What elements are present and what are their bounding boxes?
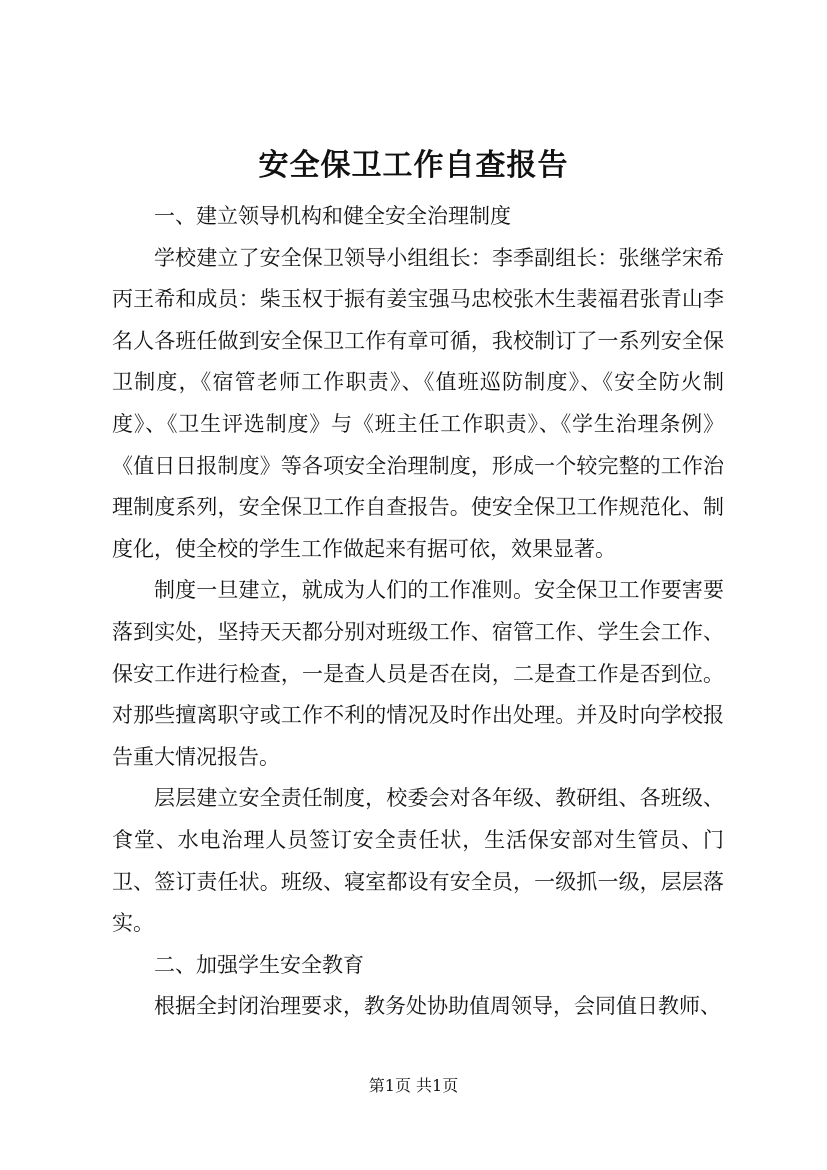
paragraph-2: 制度一旦建立，就成为人们的工作准则。安全保卫工作要害要落到实处，坚持天天都分别对班级工作、宿管工作、学生会工作、保安工作进行检查，一是查人员是否在岗，二是查工作是否到位。对那些擅离职守或工作不利的情况及时作出处理。并及时向学校报告重大情况报告。 <box>112 578 724 769</box>
section-heading-1: 一、建立领导机构和健全安全治理制度 <box>154 204 511 228</box>
document-body <box>112 196 724 1028</box>
section-heading-2: 二、加强学生安全教育 <box>154 952 364 977</box>
paragraph-3: 层层建立安全责任制度，校委会对各年级、教研组、各班级、食堂、水电治理人员签订安全责任状，生活保安部对生管员、门卫、签订责任状。班级、寝室都设有安全员，一级抓一级，层层落实。 <box>112 786 724 936</box>
paragraph-4: 根据全封闭治理要求，教务处协助值周领导，会同值日教师、 <box>154 994 721 1019</box>
document-title: 安全保卫工作自查报告 <box>258 148 569 183</box>
page-footer: 第1页 共1页 <box>368 1076 459 1095</box>
paragraph-1: 学校建立了安全保卫领导小组组长：李季副组长：张继学宋希丙王希和成员：柴玉权于振有姜宝强马忠校张木生裴福君张青山李名人各班任做到安全保卫工作有章可循，我校制订了一系列安全保卫制度，《宿管老师工作职责》、《值班巡防制度》、《安全防火制度》、《卫生评选制度》与《班主任工作职责》、《学生治理条例》《值日日报制度》等各项安全治理制度，形成一个较完整的工作治理制度系列，安全保卫工作自查报告。使安全保卫工作规范化、制度化，使全校的学生工作做起来有据可依，效果显著。 <box>112 245 724 561</box>
